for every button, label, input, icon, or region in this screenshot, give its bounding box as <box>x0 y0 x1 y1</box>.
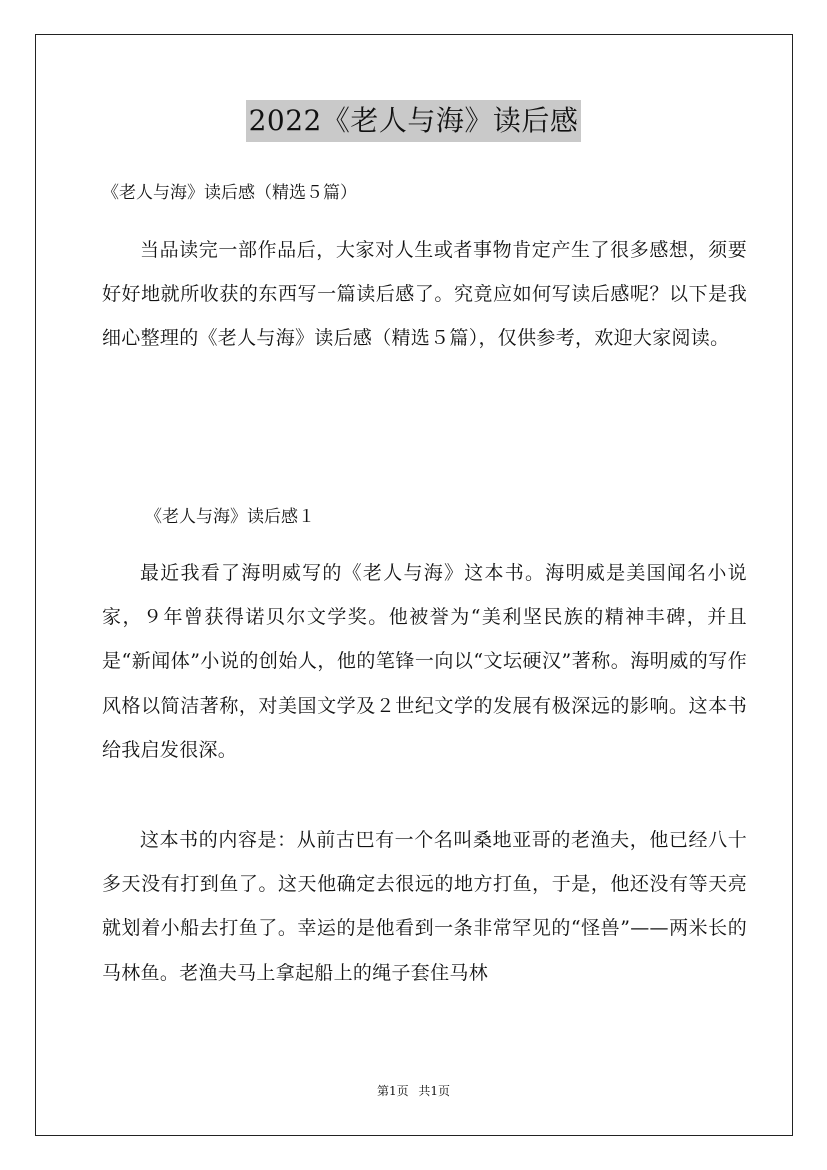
document-title: 2022《老人与海》读后感 <box>246 100 582 142</box>
body-paragraph-1: 最近我看了海明威写的《老人与海》这本书。海明威是美国闻名小说家，９年曾获得诺贝尔文学奖。他被誉为“美利坚民族的精神丰碑，并且是“新闻体”小说的创始人，他的笔锋一向以“文坛硬汉”著称。海明威的写作风格以简洁著称，对美国文学及２世纪文学的发展有极深远的影响。这本书给我启发很深。 <box>102 562 747 761</box>
page-footer <box>0 1083 827 1099</box>
intro-paragraph: 当品读完一部作品后，大家对人生或者事物肯定产生了很多感想，须要好好地就所收获的东西写一篇读后感了。究竟应如何写读后感呢？以下是我细心整理的《老人与海》读后感（精选５篇），仅供参考，欢迎大家阅读。 <box>102 239 747 350</box>
document-subtitle: 《老人与海》读后感（精选５篇） <box>102 183 357 203</box>
page-total: 共1页 <box>418 1084 451 1098</box>
body-paragraph-2: 这本书的内容是：从前古巴有一个名叫桑地亚哥的老渔夫，他已经八十多天没有打到鱼了。这天他确定去很远的地方打鱼，于是，他还没有等天亮就划着小船去打鱼了。幸运的是他看到一条非常罕见的“怪兽”——两米长的马林鱼。老渔夫马上拿起船上的绳子套住马林 <box>102 829 747 984</box>
title-container <box>0 100 827 142</box>
section-heading: 《老人与海》读后感１ <box>145 507 315 527</box>
page-number: 第1页 <box>376 1084 409 1098</box>
